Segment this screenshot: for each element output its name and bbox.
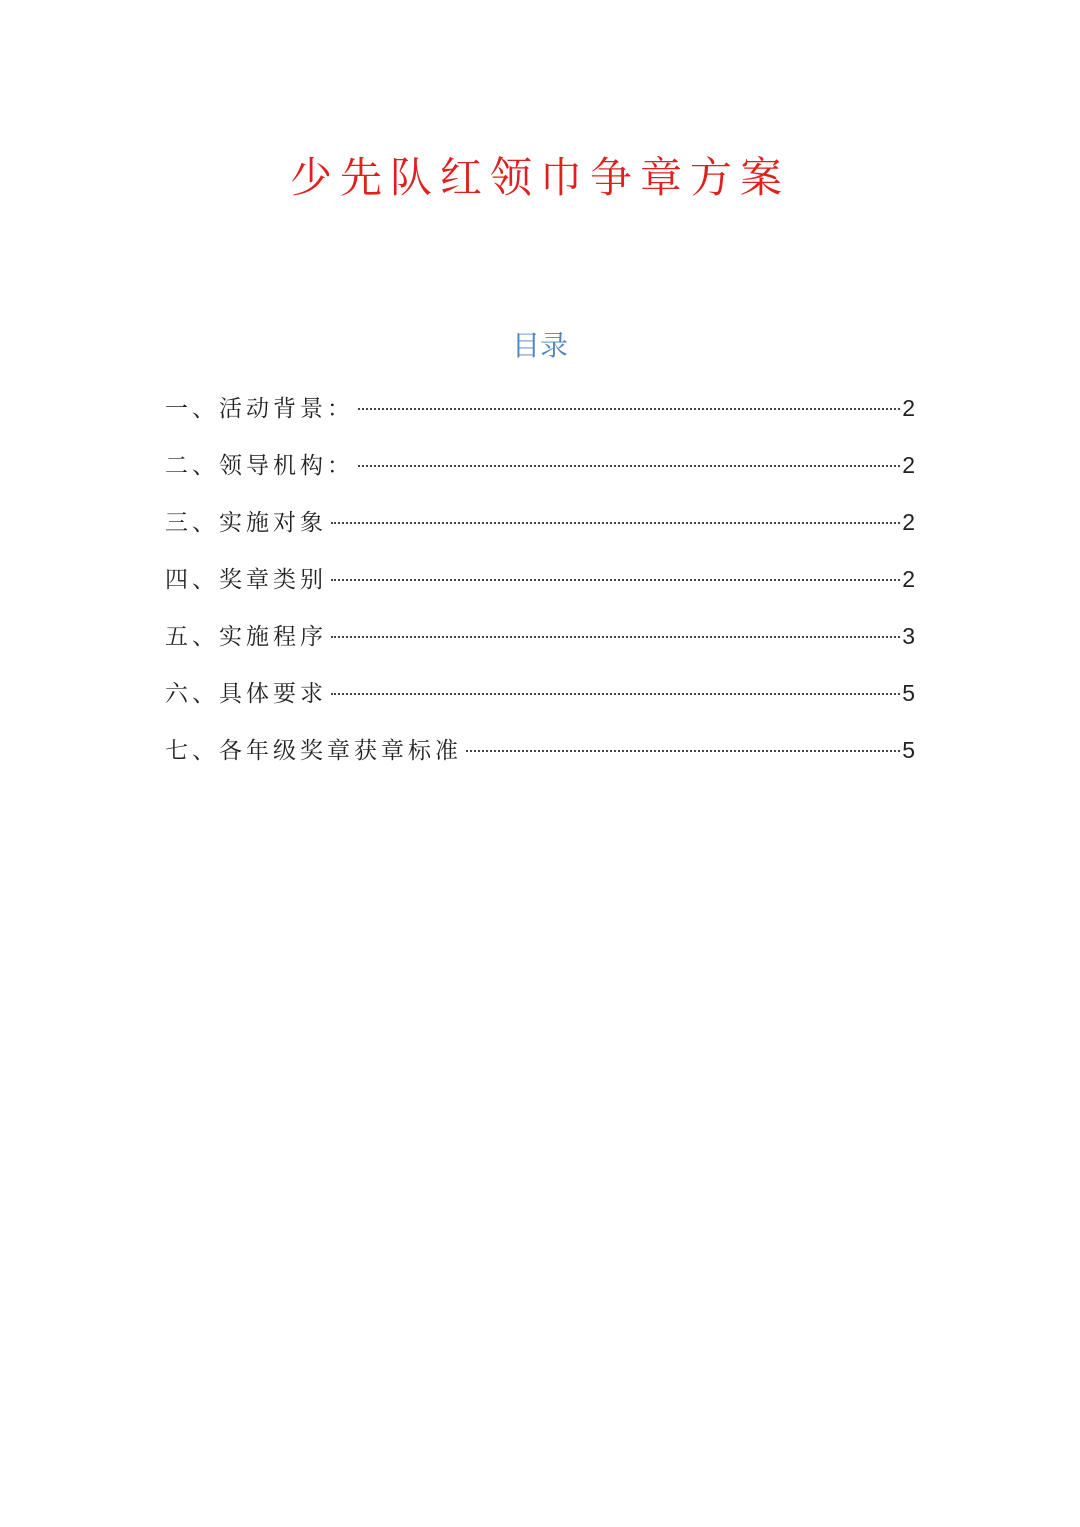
toc-heading: 目录: [511, 329, 568, 362]
toc-page-number: 5: [902, 680, 915, 706]
document-title: 少先队红领巾争章方案: [289, 153, 790, 202]
toc-entry-background[interactable]: [165, 386, 915, 443]
table-of-contents: [165, 386, 915, 785]
toc-entry-procedure[interactable]: [165, 614, 915, 671]
toc-dot-leader: [358, 408, 900, 410]
toc-dot-leader: [331, 636, 900, 638]
toc-dot-leader: [331, 579, 900, 581]
toc-entry-text: 四、奖章类别: [165, 567, 327, 593]
toc-page-number: 5: [902, 737, 915, 763]
toc-dot-leader: [466, 750, 900, 752]
toc-entry-text: 三、实施对象: [165, 510, 327, 536]
toc-entry-grade-standards[interactable]: [165, 728, 915, 785]
toc-entry-text: 六、具体要求: [165, 681, 327, 707]
toc-dot-leader: [331, 522, 900, 524]
toc-entry-targets[interactable]: [165, 500, 915, 557]
toc-dot-leader: [358, 465, 900, 467]
toc-entry-leadership[interactable]: [165, 443, 915, 500]
toc-page-number: 2: [902, 566, 915, 592]
toc-entry-text: 一、活动背景：: [165, 396, 354, 422]
toc-entry-text: 五、实施程序: [165, 624, 327, 650]
toc-page-number: 2: [902, 452, 915, 478]
toc-entry-badge-categories[interactable]: [165, 557, 915, 614]
toc-dot-leader: [331, 693, 900, 695]
toc-entry-text: 七、各年级奖章获章标准: [165, 738, 462, 764]
toc-entry-requirements[interactable]: [165, 671, 915, 728]
toc-page-number: 3: [902, 623, 915, 649]
toc-page-number: 2: [902, 509, 915, 535]
toc-page-number: 2: [902, 395, 915, 421]
toc-entry-text: 二、领导机构：: [165, 453, 354, 479]
